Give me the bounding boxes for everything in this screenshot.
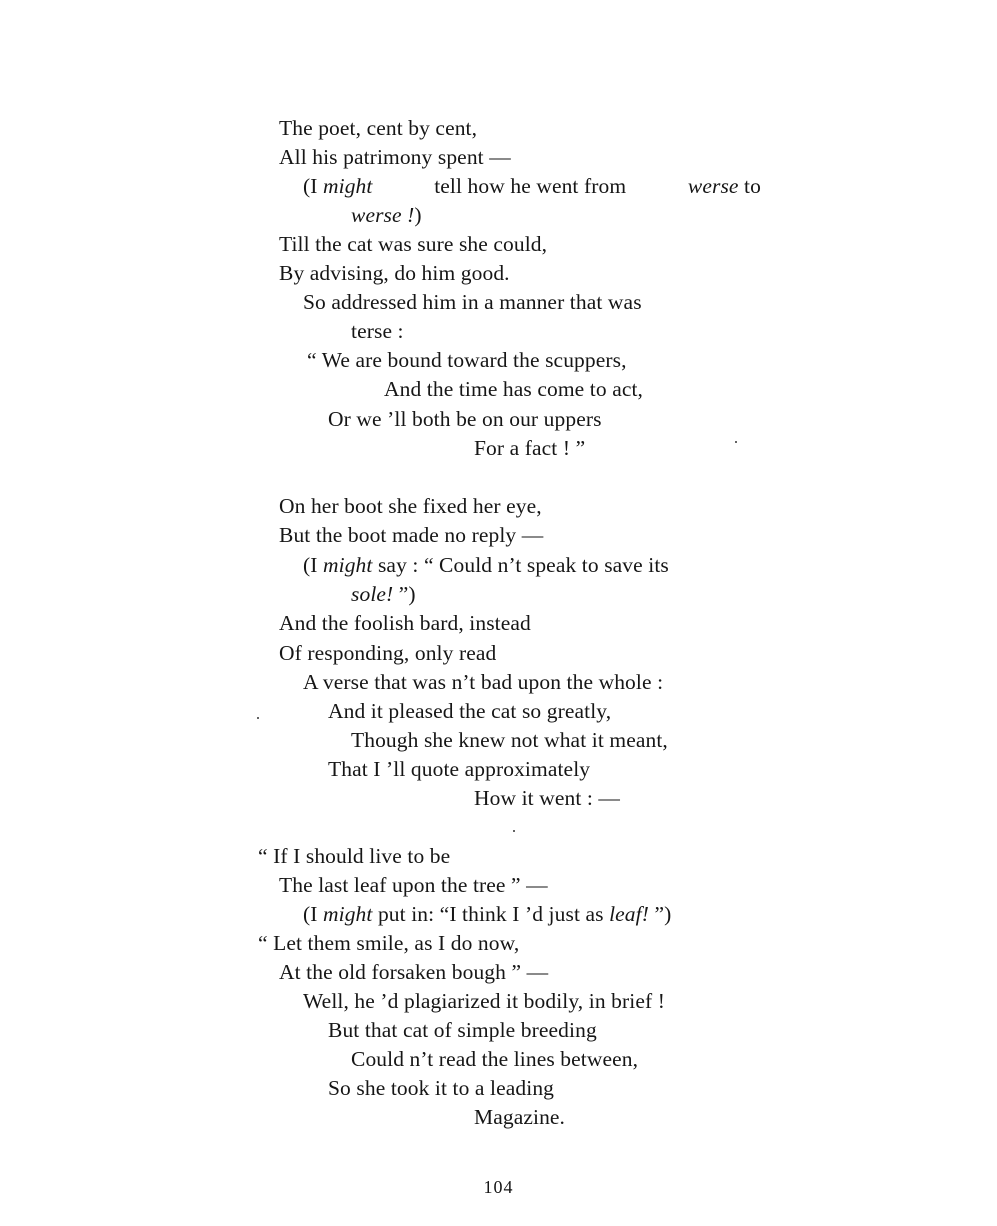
stanza1-line3-part-b: tell how he went from — [428, 174, 632, 198]
stanza3-line6: Well, he ’d plagiarized it bodily, in brief ! — [303, 989, 665, 1013]
stanza1-line1: The poet, cent by cent, — [279, 116, 478, 140]
stanza2-line7: A verse that was n’t bad upon the whole : — [303, 670, 664, 694]
scan-speck — [257, 717, 259, 719]
stanza2-line8: And it pleased the cat so greatly, — [328, 699, 612, 723]
stanza1-line8: terse : — [351, 319, 404, 343]
stanza2-line5: And the foolish bard, instead — [279, 611, 531, 635]
page-number: 104 — [483, 1177, 514, 1197]
stanza1-line3 — [303, 172, 761, 201]
italic-might: might — [323, 553, 373, 577]
stanza1-line2: All his patrimony spent — — [279, 145, 511, 169]
stanza2-line4: sole! ”) — [351, 582, 416, 606]
italic-sole: sole! — [351, 582, 399, 606]
stanza1-line11: Or we ’ll both be on our uppers — [328, 407, 602, 431]
scan-speck — [513, 830, 515, 832]
stanza2-line6: Of responding, only read — [279, 641, 497, 665]
italic-leaf: leaf! — [609, 902, 655, 926]
stanza2-line10: That I ’ll quote approximately — [328, 757, 591, 781]
stanza3-line9: So she took it to a leading — [328, 1076, 555, 1100]
stanza3-line10: Magazine. — [474, 1105, 566, 1129]
italic-might: might — [323, 902, 373, 926]
stanza3-line2: The last leaf upon the tree ” — — [279, 873, 548, 897]
scan-speck — [735, 441, 737, 443]
stanza1-line3-part-c: werse to — [687, 174, 761, 198]
stanza2-line1: On her boot she fixed her eye, — [279, 494, 542, 518]
stanza2-line9: Though she knew not what it meant, — [351, 728, 668, 752]
stanza3-line4: “ Let them smile, as I do now, — [258, 931, 520, 955]
stanza1-line6: By advising, do him good. — [279, 261, 510, 285]
stanza1-line3-part-a: (I might — [303, 174, 373, 198]
stanza1-line4: werse !) — [351, 203, 422, 227]
stanza3-line1: “ If I should live to be — [258, 844, 451, 868]
stanza1-line7: So addressed him in a manner that was — [303, 290, 642, 314]
stanza2-line3: (I might say : “ Could n’t speak to save its — [303, 553, 669, 577]
stanza2-line11: How it went : — — [474, 786, 621, 810]
italic-werse: werse — [687, 174, 739, 198]
italic-might: might — [323, 174, 373, 198]
stanza3-line5: At the old forsaken bough ” — — [279, 960, 549, 984]
stanza3-line7: But that cat of simple breeding — [328, 1018, 597, 1042]
stanza3-line3: (I might put in: “I think I ’d just as leaf! ”) — [303, 902, 672, 926]
stanza1-line12: For a fact ! ” — [474, 436, 586, 460]
stanza1-line10: And the time has come to act, — [384, 377, 644, 401]
stanza1-line5: Till the cat was sure she could, — [279, 232, 548, 256]
stanza2-line2: But the boot made no reply — — [279, 523, 544, 547]
stanza3-line8: Could n’t read the lines between, — [351, 1047, 639, 1071]
stanza1-line9: “ We are bound toward the scuppers, — [307, 348, 627, 372]
